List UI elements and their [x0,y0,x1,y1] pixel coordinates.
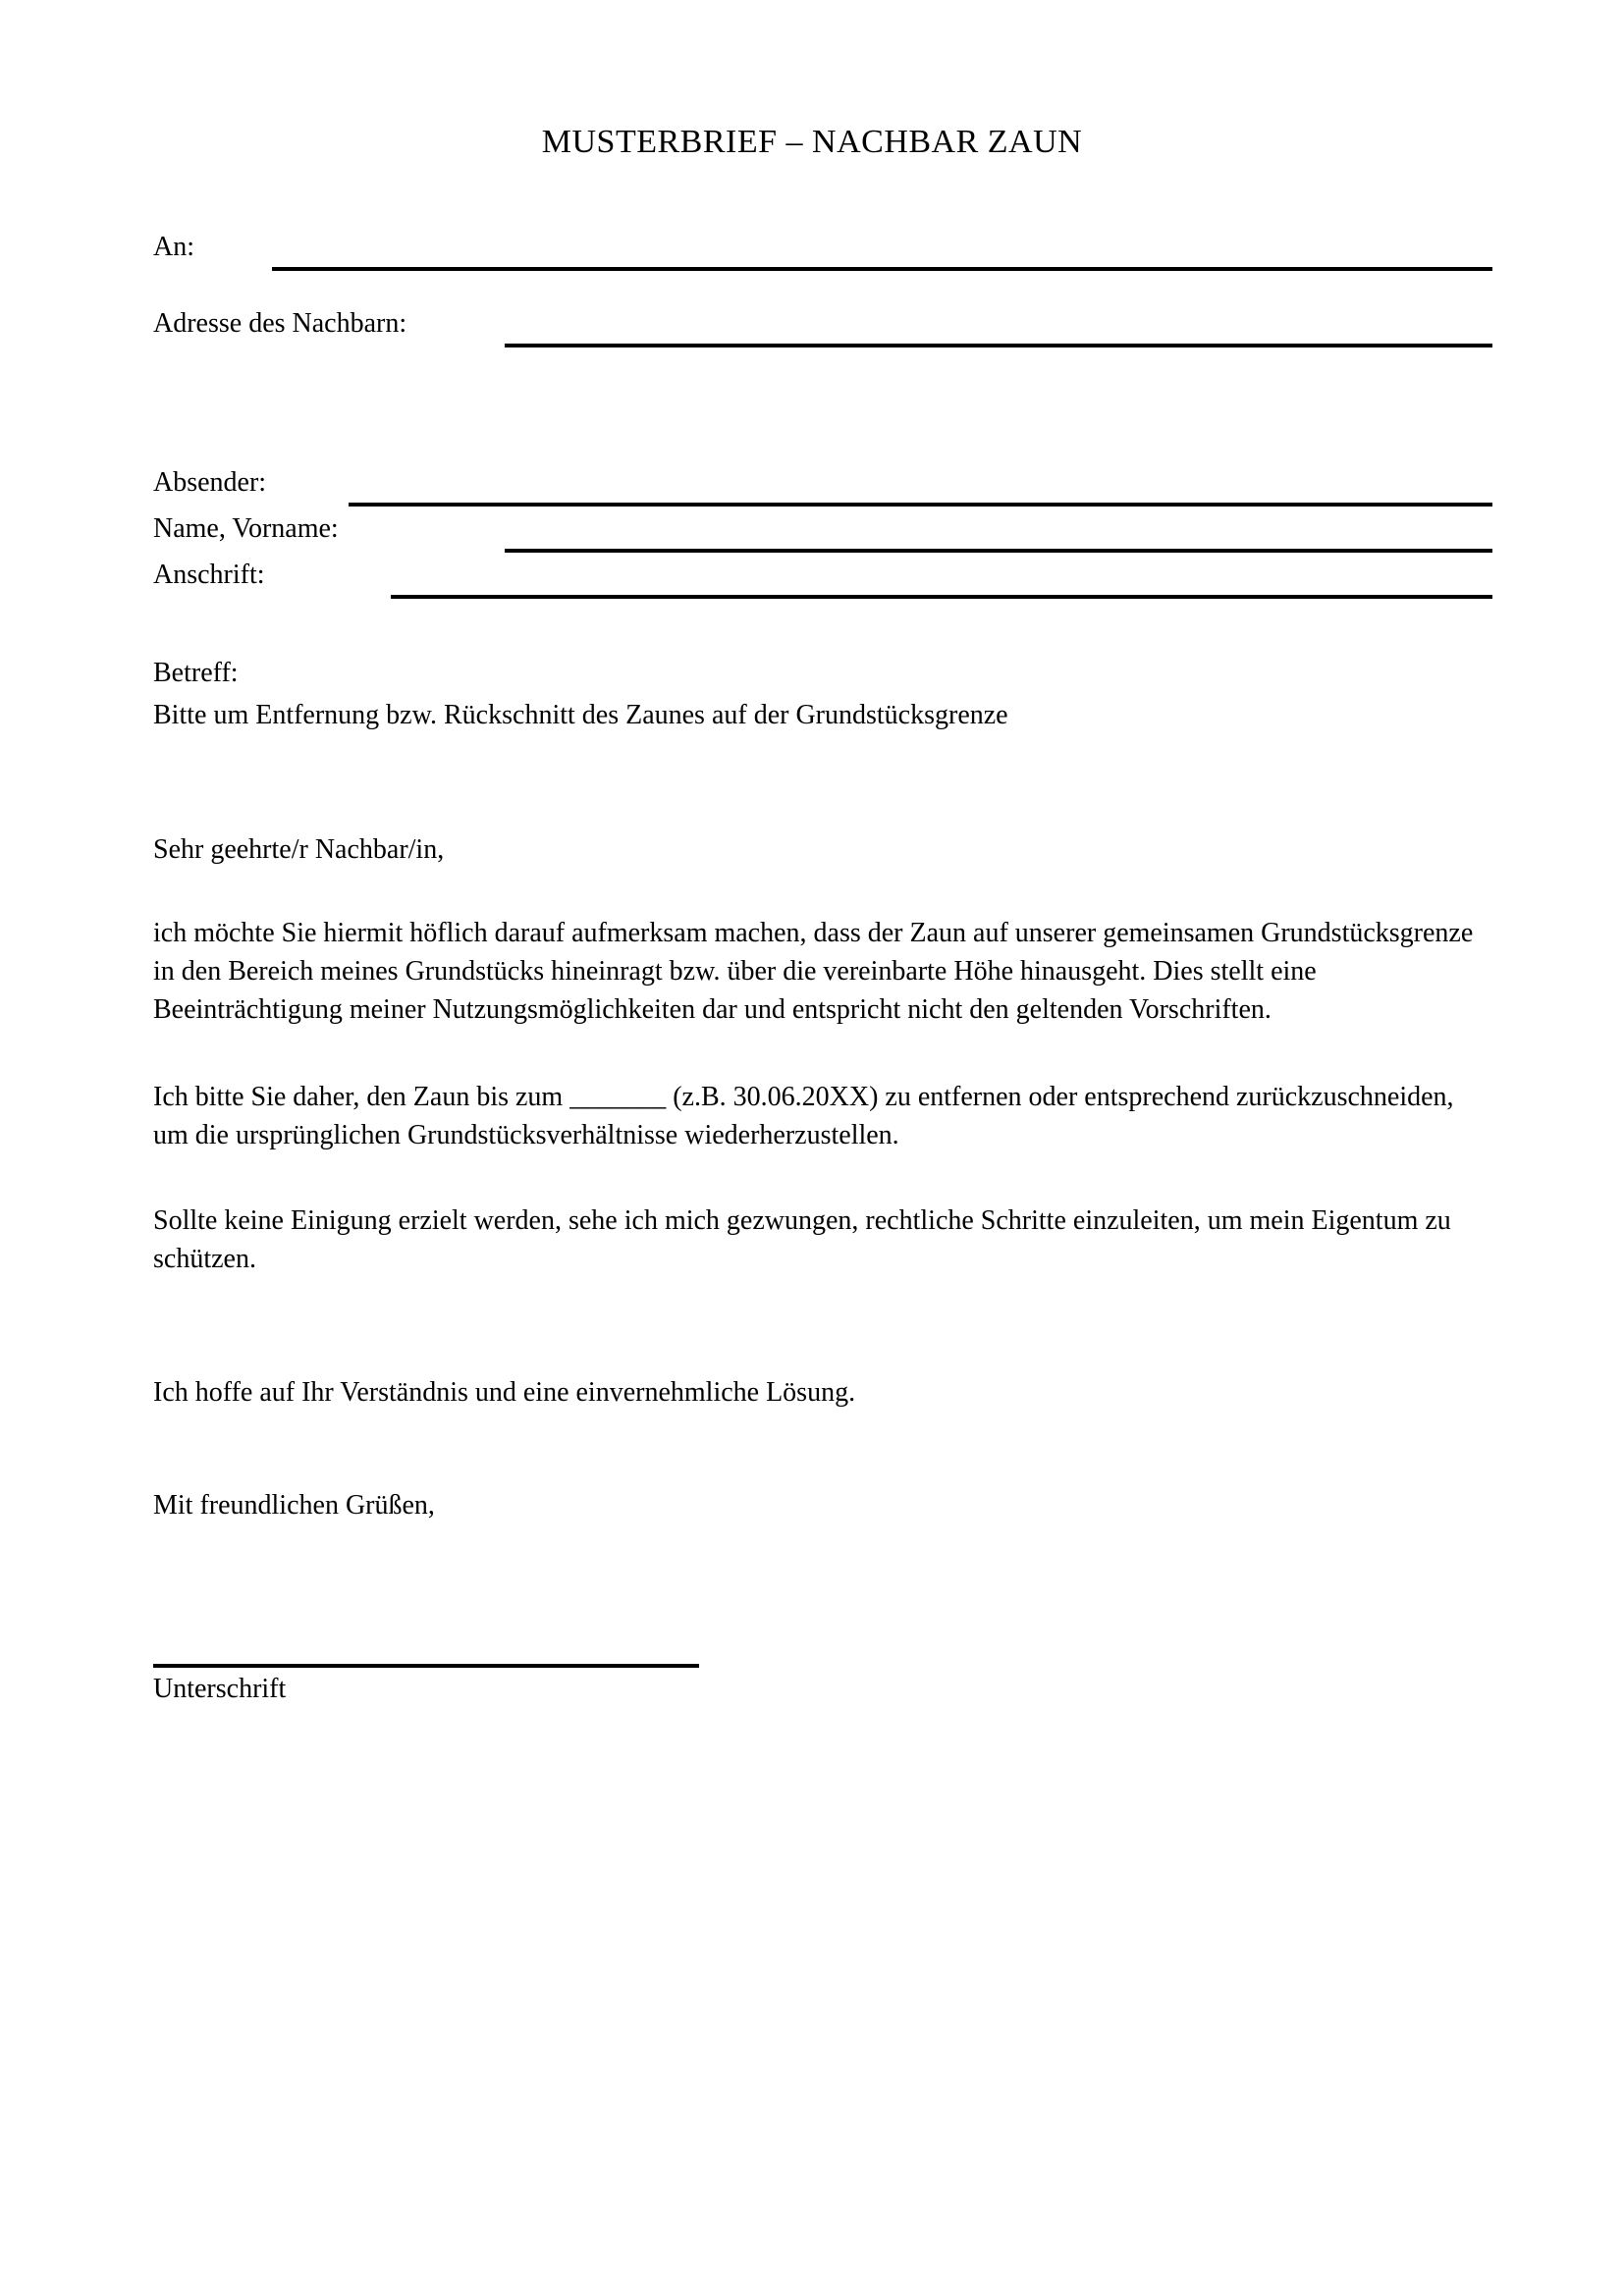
an-fill-line[interactable] [272,267,1492,271]
body-paragraph-1: ich möchte Sie hiermit höflich darauf aufmerksam machen, dass der Zaun auf unserer gemeinsamen Grundstücksgrenze in den Bereich meines Grundstücks hineinragt bzw. über die vereinbarte Höhe hinausgeht. Dies stellt eine Beeinträchtigung meiner Nutzungsmöglichkeiten dar und entspricht nicht den geltenden Vorschriften. [153,918,1474,1025]
neighbor-address-row [153,308,1492,340]
body-paragraph-3: Sollte keine Einigung erzielt werden, sehe ich mich gezwungen, rechtliche Schritte einzuleiten, um mein Eigentum zu schützen. [153,1205,1451,1274]
sender-address-row [153,560,1492,591]
sender-address-fill-line[interactable] [391,595,1492,599]
an-label: An: [153,232,194,262]
sender-row [153,467,1492,499]
closing-line: Mit freundlichen Grüßen, [153,1490,435,1521]
subject-label: Betreff: [153,658,239,688]
subject-text: Bitte um Entfernung bzw. Rückschnitt des Zaunes auf der Grundstücksgrenze [153,700,1008,730]
sender-fill-line[interactable] [349,503,1492,507]
sender-name-row [153,513,1492,545]
recipient-row [153,232,1492,263]
neighbor-address-fill-line[interactable] [505,344,1492,347]
sender-name-label: Name, Vorname: [153,513,339,544]
signature-label: Unterschrift [153,1674,287,1704]
sender-address-label: Anschrift: [153,560,265,590]
salutation: Sehr geehrte/r Nachbar/in, [153,834,445,865]
sender-name-fill-line[interactable] [505,549,1492,553]
letter-title: MUSTERBRIEF – NACHBAR ZAUN [541,124,1083,160]
neighbor-address-label: Adresse des Nachbarn: [153,308,407,339]
sender-label: Absender: [153,467,267,498]
signature-line[interactable] [153,1664,699,1668]
body-paragraph-2: Ich bitte Sie daher, den Zaun bis zum _______ (z.B. 30.06.20XX) zu entfernen oder entsprechend zurückzuschneiden, um die ursprünglichen Grundstücksverhältnisse wiederherzustellen. [153,1082,1454,1150]
hope-line: Ich hoffe auf Ihr Verständnis und eine einvernehmliche Lösung. [153,1377,856,1408]
